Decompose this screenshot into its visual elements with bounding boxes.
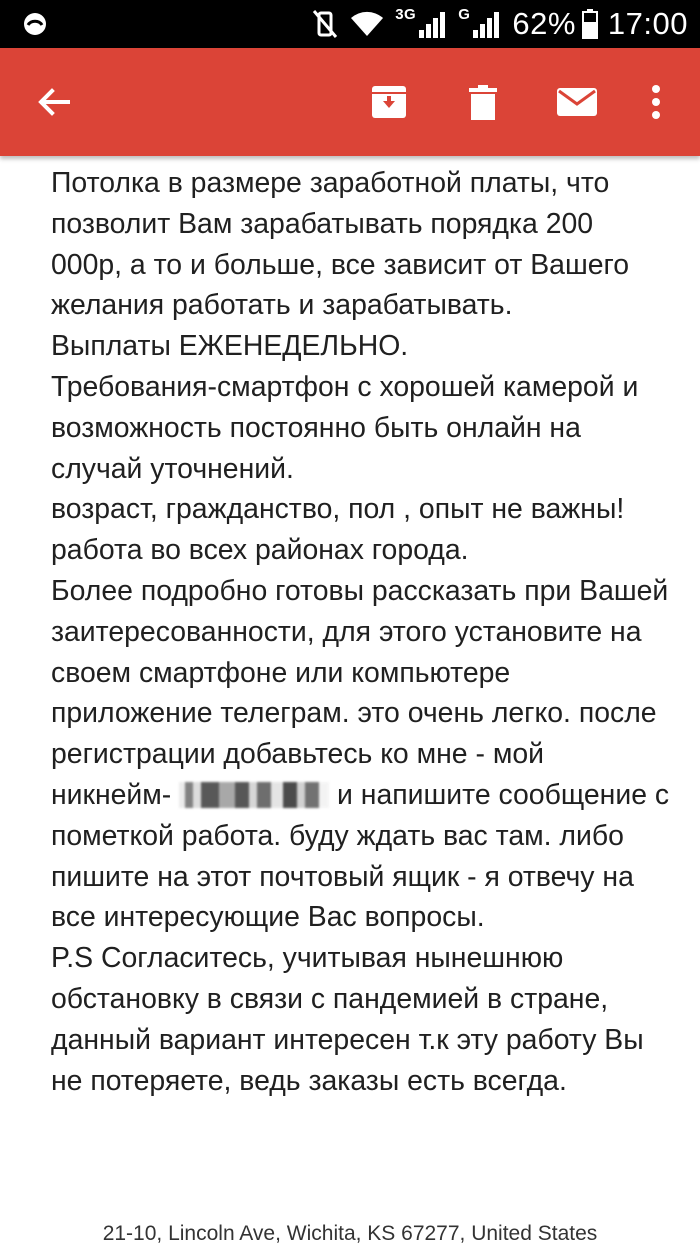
signal-icon-1 bbox=[418, 10, 448, 38]
body-ps: P.S Согласитесь, учитывая нынешнюю обстановку в связи с пандемией в стране, данный вариант интересен т.к эту работу Вы не потеряете, ведь заказы есть всегда. bbox=[51, 942, 644, 1097]
status-icons bbox=[311, 0, 688, 48]
archive-icon[interactable] bbox=[369, 82, 409, 122]
email-body bbox=[51, 163, 671, 1101]
footer-address: 21-10, Lincoln Ave, Wichita, KS 67277, United States bbox=[102, 1222, 598, 1245]
clock: 17:00 bbox=[607, 6, 688, 41]
more-vert-icon[interactable] bbox=[642, 82, 670, 122]
battery-percent: 62% bbox=[512, 6, 576, 41]
network-label-2: G bbox=[458, 5, 471, 23]
body-paragraph-4: возраст, гражданство, пол , опыт не важны! работа во всех районах города. bbox=[51, 493, 625, 567]
battery-icon bbox=[582, 9, 598, 39]
body-paragraph-3: Требования-смартфон с хорошей камерой и возможность постоянно быть онлайн на случай уточнений. bbox=[51, 370, 639, 485]
body-paragraph-1: Потолка в размере заработной платы, что позволит Вам зарабатывать порядка 200 000р, а то и больше, все зависит от Вашего желания работать и зарабатывать. bbox=[51, 167, 630, 322]
app-toolbar bbox=[0, 48, 700, 156]
blurred-nickname bbox=[179, 782, 329, 808]
mark-unread-icon[interactable] bbox=[555, 82, 599, 122]
status-bar bbox=[0, 0, 700, 48]
back-arrow-icon[interactable] bbox=[34, 82, 74, 122]
vibrate-mute-icon bbox=[311, 9, 339, 39]
body-paragraph-5-text: Более подробно готовы рассказать при Вашей заитересованности, для этого установите на своем смартфоне или компьютере приложение телеграм. это очень легко. после регистрации добавьтесь ко мне - мой никнейм- bbox=[51, 574, 669, 811]
body-after-nickname: и напишите сообщение с пометкой работа. буду ждать вас там. либо пишите на этот почтовый ящик - я отвечу на все интересующие Вас вопросы. bbox=[51, 778, 670, 934]
body-paragraph-5 bbox=[51, 571, 671, 938]
notification-app-icon bbox=[22, 11, 48, 37]
signal-icon-2 bbox=[472, 10, 502, 38]
wifi-icon bbox=[349, 10, 385, 38]
network-label-1: 3G bbox=[395, 5, 417, 23]
delete-icon[interactable] bbox=[463, 82, 503, 122]
body-paragraph-2: Выплаты ЕЖЕНЕДЕЛЬНО. bbox=[51, 330, 409, 363]
